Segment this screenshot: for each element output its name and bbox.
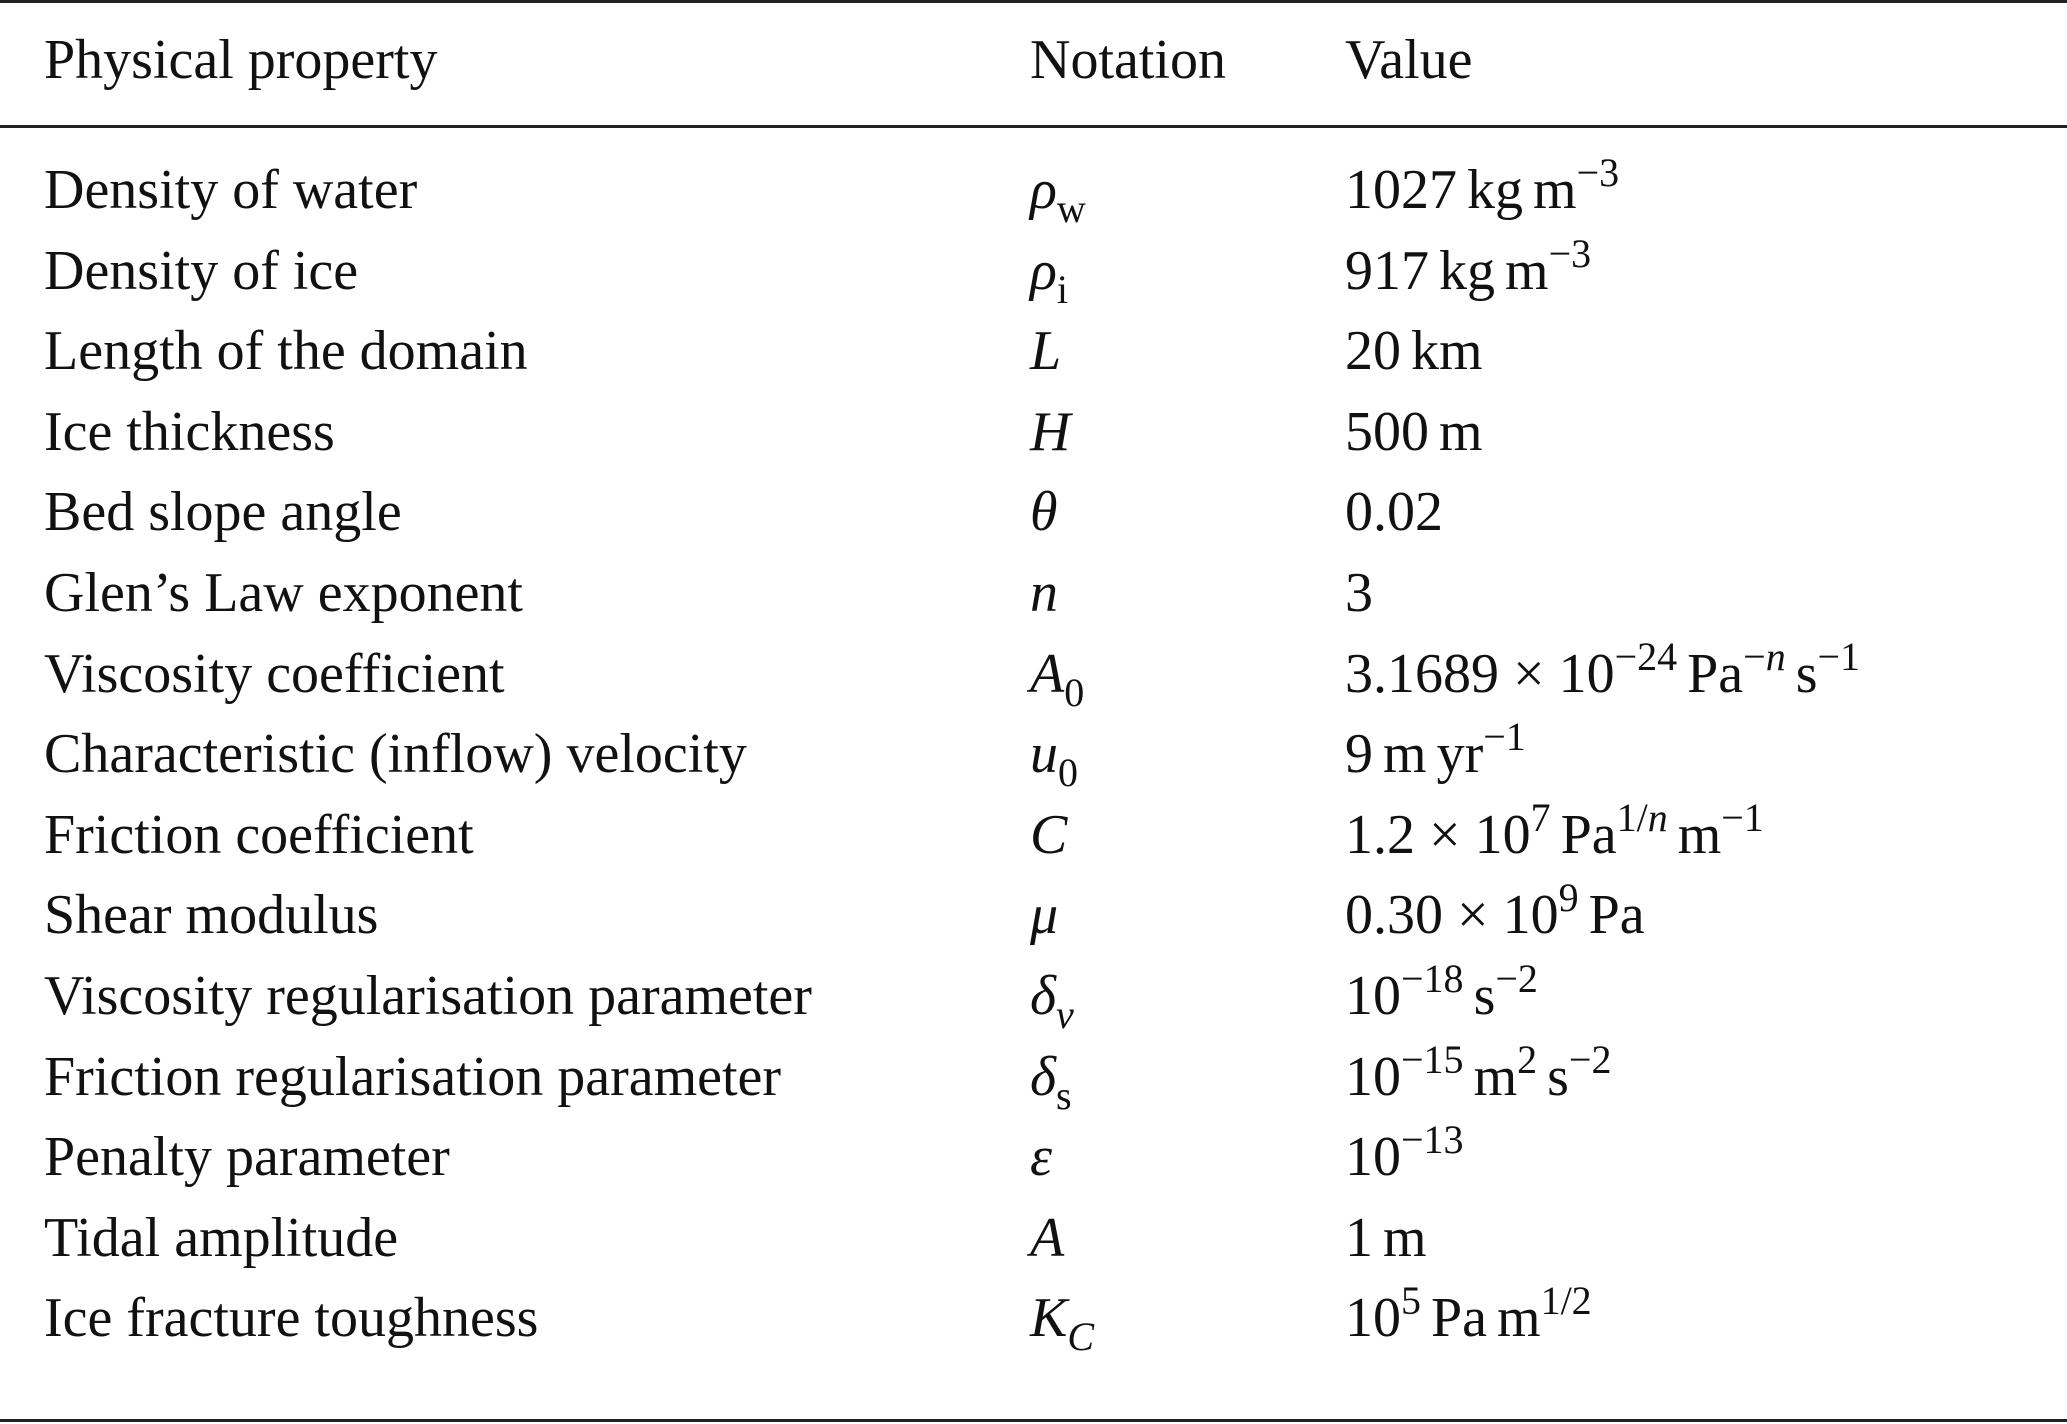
- value-unit: m: [1473, 1045, 1518, 1108]
- table-row: [0, 553, 2067, 633]
- notation-cell: [1030, 1117, 1052, 1197]
- value-unit: Pa: [1560, 803, 1617, 866]
- header-value: Value: [1345, 29, 1473, 91]
- notation-cell: [1030, 311, 1061, 391]
- value-exponent: −1: [1817, 633, 1861, 679]
- value-cell: [1345, 311, 1483, 391]
- notation-cell: [1030, 634, 1084, 719]
- notation-symbol: ε: [1030, 1126, 1053, 1189]
- value-unit: m: [1505, 239, 1549, 302]
- value-exponent: −24: [1614, 633, 1678, 679]
- notation-symbol: u: [1030, 723, 1058, 786]
- table-row: [0, 1037, 2067, 1117]
- value-unit: m: [1383, 1206, 1427, 1269]
- notation-symbol: μ: [1030, 884, 1059, 947]
- property-cell: Characteristic (inflow) velocity: [44, 723, 747, 786]
- property-cell: Density of ice: [44, 239, 359, 302]
- value-unit: m: [1439, 400, 1483, 463]
- notation-symbol: A: [1030, 642, 1065, 705]
- value-exponent: [1743, 634, 1786, 679]
- header-property: Physical property: [44, 29, 438, 91]
- value-cell: [1345, 875, 1645, 960]
- value-number: 10: [1345, 965, 1401, 1027]
- table-row: [0, 1278, 2067, 1358]
- value-exponent: 9: [1558, 875, 1579, 921]
- notation-symbol: A: [1030, 1206, 1065, 1269]
- notation-symbol: K: [1030, 1287, 1068, 1350]
- value-number: 10: [1345, 1045, 1401, 1108]
- property-cell: Ice thickness: [44, 400, 335, 463]
- value-unit: m: [1383, 723, 1427, 786]
- table-row: [0, 472, 2067, 552]
- table-row: [0, 1117, 2067, 1197]
- top-rule: [0, 0, 2067, 3]
- table-row: [0, 875, 2067, 955]
- value-number: 10: [1345, 1287, 1401, 1350]
- notation-cell: [1030, 150, 1086, 235]
- value-exponent: −2: [1568, 1036, 1612, 1082]
- value-number: 1: [1345, 1206, 1373, 1269]
- notation-symbol: L: [1030, 320, 1062, 383]
- value-cell: [1345, 1198, 1427, 1278]
- value-unit: kg: [1439, 239, 1495, 302]
- property-cell: Ice fracture toughness: [44, 1287, 539, 1350]
- value-unit: s: [1547, 1045, 1569, 1108]
- value-exponent: 5: [1401, 1278, 1421, 1324]
- value-cell: [1345, 553, 1373, 633]
- notation-cell: [1030, 714, 1078, 799]
- notation-cell: [1030, 956, 1074, 1041]
- notation-subscript: w: [1056, 186, 1086, 231]
- value-cell: [1345, 1117, 1464, 1202]
- value-cell: [1345, 150, 1619, 235]
- value-number: 1.2 × 10: [1345, 803, 1531, 866]
- table-row: [0, 795, 2067, 875]
- notation-subscript: 0: [1064, 669, 1085, 715]
- value-number: 0.02: [1345, 481, 1443, 544]
- value-exponent: −18: [1401, 956, 1464, 1001]
- table-row: [0, 150, 2067, 230]
- property-cell: Bed slope angle: [44, 481, 402, 544]
- header-rule: [0, 125, 2067, 128]
- value-exponent: −2: [1495, 956, 1538, 1001]
- header-row: [0, 20, 2067, 100]
- value-unit: Pa: [1588, 884, 1645, 947]
- table-row: [0, 231, 2067, 311]
- notation-cell: [1030, 553, 1058, 633]
- table-row: [0, 1198, 2067, 1278]
- value-cell: [1345, 956, 1538, 1041]
- notation-subscript: i: [1056, 266, 1069, 312]
- notation-subscript: s: [1056, 1072, 1072, 1118]
- value-number: 9: [1345, 723, 1373, 786]
- value-unit: yr: [1436, 723, 1484, 786]
- value-exponent: 7: [1530, 794, 1551, 840]
- value-exponent: −13: [1401, 1117, 1464, 1163]
- value-exponent: 1/2: [1540, 1278, 1592, 1324]
- notation-cell: [1030, 1198, 1064, 1278]
- notation-cell: [1030, 472, 1058, 552]
- notation-symbol: H: [1030, 400, 1071, 463]
- value-number: 3: [1345, 562, 1373, 624]
- value-exponent: −1: [1721, 794, 1764, 840]
- notation-symbol: δ: [1030, 965, 1057, 1027]
- notation-cell: [1030, 1037, 1072, 1122]
- value-unit: s: [1473, 965, 1496, 1027]
- value-exponent: −15: [1401, 1036, 1464, 1082]
- value-unit: m: [1533, 159, 1577, 221]
- property-cell: Friction coefficient: [44, 803, 474, 866]
- value-unit: Pa: [1687, 642, 1744, 705]
- property-cell: Density of water: [44, 159, 418, 221]
- value-cell: [1345, 714, 1526, 799]
- exponent-char: n: [1765, 633, 1786, 679]
- exponent-char: n: [1647, 794, 1668, 840]
- value-unit: kg: [1467, 159, 1523, 221]
- value-cell: [1345, 1037, 1611, 1122]
- notation-symbol: ρ: [1030, 159, 1057, 221]
- value-number: 3.1689 × 10: [1345, 642, 1615, 705]
- value-number: 0.30 × 10: [1345, 884, 1559, 947]
- value-number: 917: [1345, 239, 1429, 302]
- value-exponent: −1: [1483, 714, 1526, 760]
- notation-cell: [1030, 875, 1058, 955]
- value-cell: [1345, 634, 1860, 719]
- property-cell: Glen’s Law exponent: [44, 562, 523, 624]
- notation-cell: [1030, 795, 1067, 875]
- property-cell: Friction regularisation parameter: [44, 1045, 782, 1108]
- value-number: 1027: [1345, 159, 1457, 221]
- property-cell: Tidal amplitude: [44, 1206, 399, 1269]
- notation-subscript: ν: [1056, 992, 1074, 1037]
- exponent-char: −: [1743, 633, 1766, 679]
- notation-subscript: C: [1067, 1314, 1095, 1360]
- value-exponent: −3: [1576, 150, 1620, 195]
- value-cell: [1345, 231, 1591, 316]
- value-cell: [1345, 1278, 1592, 1363]
- value-cell: [1345, 795, 1764, 880]
- table-row: [0, 392, 2067, 472]
- value-unit: Pa: [1431, 1287, 1487, 1350]
- notation-cell: [1030, 1278, 1094, 1363]
- exponent-char: 1: [1616, 794, 1637, 840]
- value-cell: [1345, 472, 1443, 552]
- value-unit: m: [1677, 803, 1722, 866]
- value-unit: km: [1411, 320, 1483, 383]
- table-row: [0, 634, 2067, 714]
- value-cell: [1345, 392, 1483, 472]
- notation-symbol: θ: [1030, 481, 1058, 544]
- notation-symbol: n: [1030, 562, 1058, 624]
- property-cell: Length of the domain: [44, 320, 528, 383]
- property-cell: Viscosity regularisation parameter: [44, 965, 812, 1027]
- property-cell: Viscosity coefficient: [44, 642, 505, 705]
- header-notation: Notation: [1030, 29, 1226, 91]
- notation-symbol: ρ: [1030, 239, 1057, 302]
- value-number: 10: [1345, 1126, 1401, 1189]
- notation-symbol: C: [1030, 803, 1068, 866]
- value-unit: m: [1497, 1287, 1541, 1350]
- notation-cell: [1030, 392, 1070, 472]
- table-row: [0, 956, 2067, 1036]
- property-cell: Shear modulus: [44, 884, 379, 947]
- property-cell: Penalty parameter: [44, 1126, 450, 1189]
- exponent-char: /: [1636, 794, 1648, 840]
- table-row: [0, 311, 2067, 391]
- table-row: [0, 714, 2067, 794]
- value-number: 20: [1345, 320, 1401, 383]
- value-exponent: [1617, 795, 1668, 840]
- value-number: 500: [1345, 400, 1429, 463]
- notation-symbol: δ: [1030, 1045, 1057, 1108]
- bottom-rule: [0, 1419, 2067, 1422]
- value-unit: s: [1795, 642, 1818, 705]
- value-exponent: −3: [1548, 230, 1592, 276]
- notation-cell: [1030, 231, 1068, 316]
- notation-subscript: 0: [1058, 750, 1078, 796]
- value-exponent: 2: [1517, 1036, 1538, 1082]
